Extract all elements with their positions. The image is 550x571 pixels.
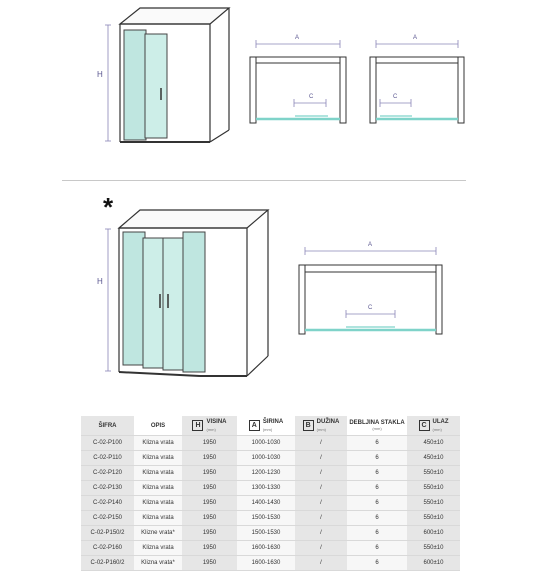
top-plan-right-a: A (413, 35, 418, 41)
entry-icon: C (419, 420, 430, 431)
cell-height: 1950 (182, 556, 237, 571)
table-row (81, 481, 460, 496)
header-width-unit: (mm) (262, 426, 273, 432)
header-width (237, 416, 295, 436)
header-length-label: DUŽINA (316, 418, 340, 425)
table-row (81, 451, 460, 466)
cell-glass: 6 (347, 511, 407, 526)
header-glass (347, 416, 407, 436)
top-plan-left-c: C (309, 94, 314, 100)
cell-width: 1600-1630 (237, 556, 295, 571)
cell-code: C-02-P130 (81, 481, 134, 496)
cell-desc: Klizna vrata (134, 466, 182, 481)
cell-glass: 6 (347, 436, 407, 451)
cell-desc: Klizna vrata (134, 496, 182, 511)
header-height-unit: (mm) (206, 426, 216, 432)
header-entry-unit: (mm) (432, 426, 442, 432)
header-height (182, 416, 237, 436)
cell-code: C-02-P160 (81, 541, 134, 556)
cell-width: 1000-1030 (237, 451, 295, 466)
bottom-glass-3 (163, 238, 185, 370)
cell-desc: Klizna vrata* (134, 556, 182, 571)
top-glass-right (145, 34, 167, 138)
cell-entry: 550±10 (407, 511, 460, 526)
table-row (81, 511, 460, 526)
cell-entry: 550±10 (407, 466, 460, 481)
bottom-h-label: H (97, 277, 103, 286)
cell-desc: Klizna vrata (134, 451, 182, 466)
header-glass-unit: (mm) (372, 426, 382, 431)
top-plan-left (250, 35, 346, 123)
cell-code: C-02-P100 (81, 436, 134, 451)
table-row (81, 436, 460, 451)
bottom-glass-1 (123, 232, 145, 365)
cell-length: / (295, 481, 347, 496)
cell-glass: 6 (347, 451, 407, 466)
cell-entry: 600±10 (407, 556, 460, 571)
header-code: ŠIFRA (81, 416, 134, 436)
cell-code: C-02-P120 (81, 466, 134, 481)
table-row (81, 526, 460, 541)
cell-length: / (295, 466, 347, 481)
cell-width: 1500-1530 (237, 511, 295, 526)
cell-height: 1950 (182, 451, 237, 466)
cell-glass: 6 (347, 541, 407, 556)
top-plan-left-a: A (295, 35, 300, 41)
cell-width: 1200-1230 (237, 466, 295, 481)
section-divider (62, 180, 466, 181)
height-icon: H (192, 420, 203, 431)
header-entry-label: ULAZ (432, 418, 449, 425)
cell-height: 1950 (182, 511, 237, 526)
cell-desc: Klizna vrata (134, 541, 182, 556)
header-desc: OPIS (134, 416, 182, 436)
cell-entry: 550±10 (407, 541, 460, 556)
bottom-plan (299, 242, 442, 334)
cell-length: / (295, 451, 347, 466)
cell-glass: 6 (347, 526, 407, 541)
cell-height: 1950 (182, 481, 237, 496)
cell-length: / (295, 436, 347, 451)
cell-length: / (295, 556, 347, 571)
cell-code: C-02-P150/2 (81, 526, 134, 541)
cell-height: 1950 (182, 496, 237, 511)
header-entry (407, 416, 460, 436)
cell-width: 1500-1530 (237, 526, 295, 541)
cell-height: 1950 (182, 466, 237, 481)
cell-desc: Klizna vrata (134, 436, 182, 451)
cell-entry: 550±10 (407, 496, 460, 511)
cell-entry: 450±10 (407, 436, 460, 451)
table-row (81, 496, 460, 511)
top-h-label: H (97, 70, 103, 79)
table-header-row (81, 416, 460, 436)
bottom-plan-c: C (368, 305, 373, 311)
width-icon: A (249, 420, 260, 431)
cell-desc: Klizne vrata* (134, 526, 182, 541)
table-row (81, 466, 460, 481)
top-glass-left (124, 30, 146, 140)
cell-width: 1300-1330 (237, 481, 295, 496)
cell-length: / (295, 511, 347, 526)
length-icon: B (303, 420, 314, 431)
cell-length: / (295, 526, 347, 541)
variant-star-mark: * (103, 192, 114, 222)
cell-glass: 6 (347, 481, 407, 496)
header-length-unit: (mm) (316, 426, 326, 432)
table-row (81, 541, 460, 556)
cell-height: 1950 (182, 436, 237, 451)
header-width-label: ŠIRINA (262, 418, 284, 425)
cell-entry: 600±10 (407, 526, 460, 541)
cell-width: 1000-1030 (237, 436, 295, 451)
cell-code: C-02-P110 (81, 451, 134, 466)
cell-entry: 550±10 (407, 481, 460, 496)
bottom-glass-4 (183, 232, 205, 372)
cell-length: / (295, 541, 347, 556)
cell-code: C-02-P150 (81, 511, 134, 526)
cell-glass: 6 (347, 466, 407, 481)
cell-desc: Klizna vrata (134, 511, 182, 526)
cell-height: 1950 (182, 541, 237, 556)
header-length (295, 416, 347, 436)
header-height-label: VISINA (206, 418, 227, 425)
bottom-plan-a: A (368, 242, 373, 248)
cell-code: C-02-P140 (81, 496, 134, 511)
cell-height: 1950 (182, 526, 237, 541)
top-plan-right-c: C (393, 94, 398, 100)
cell-code: C-02-P160/2 (81, 556, 134, 571)
cell-entry: 450±10 (407, 451, 460, 466)
header-glass-label: DEBLJINA STAKLA (349, 420, 405, 426)
top-plan-right (370, 35, 464, 123)
spec-table (81, 416, 460, 571)
cell-glass: 6 (347, 496, 407, 511)
cell-glass: 6 (347, 556, 407, 571)
cell-length: / (295, 496, 347, 511)
table-row (81, 556, 460, 571)
cell-desc: Klizna vrata (134, 481, 182, 496)
cell-width: 1600-1630 (237, 541, 295, 556)
cell-width: 1400-1430 (237, 496, 295, 511)
bottom-glass-2 (143, 238, 165, 368)
